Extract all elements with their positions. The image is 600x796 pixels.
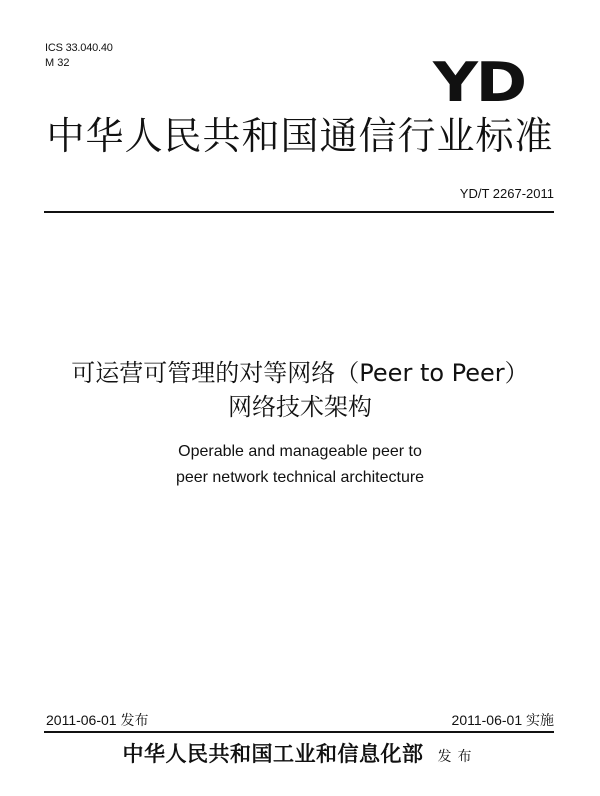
chinese-title-line-1: 可运营可管理的对等网络（Peer to Peer） — [71, 359, 529, 387]
english-title-line-1: Operable and manageable peer to — [178, 443, 422, 460]
publish-action: 发布 — [437, 749, 478, 765]
publisher-line — [0, 741, 600, 770]
implementation-date: 2011-06-01 实施 — [451, 712, 554, 728]
chinese-title-line-2: 网络技术架构 — [228, 393, 372, 421]
issue-date: 2011-06-01 发布 — [46, 712, 149, 728]
english-title-line-2: peer network technical architecture — [175, 469, 425, 486]
ccs-code: M 32 — [45, 57, 70, 69]
footer-divider — [44, 731, 554, 733]
yd-logo: YD — [433, 51, 525, 114]
ics-code: ICS 33.040.40 — [45, 42, 113, 54]
header-divider — [44, 211, 554, 213]
industry-standard-title: 中华人民共和国通信行业标准 — [46, 114, 554, 158]
publisher-name: 中华人民共和国工业和信息化部 — [122, 741, 424, 766]
standard-number: YD/T 2267-2011 — [459, 186, 554, 201]
